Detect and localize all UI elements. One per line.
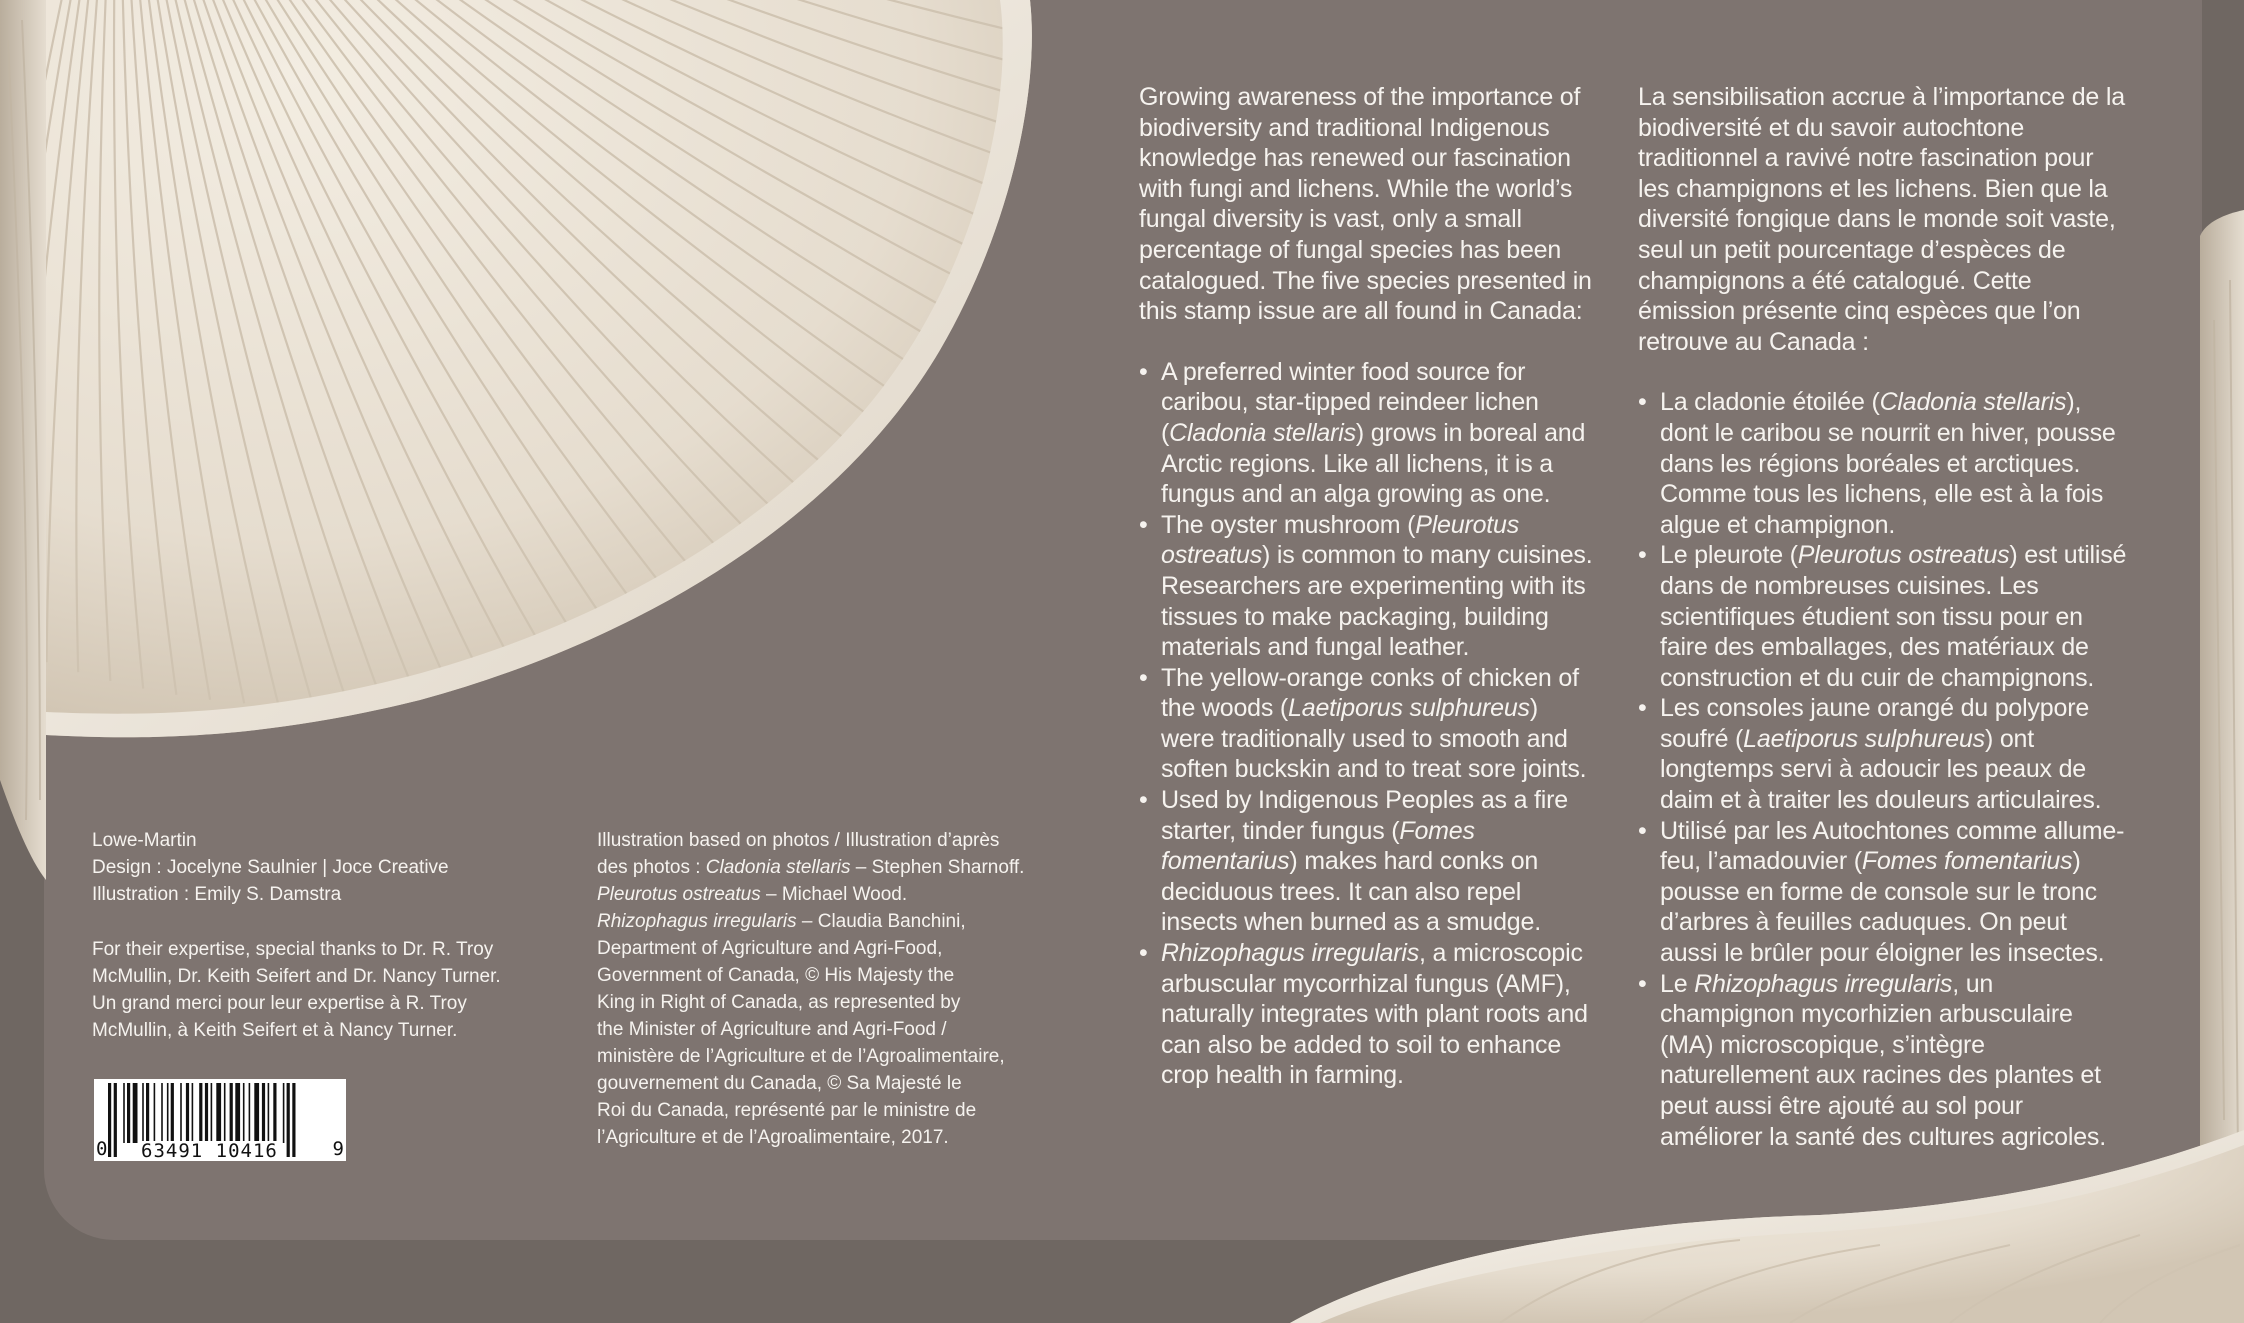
- photo-credit-line: Illustration based on photos / Illustration d’après: [597, 830, 1000, 851]
- photo-credit-line: des photos : Cladonia stellaris – Stephen Sharnoff.: [597, 857, 1025, 878]
- barcode-bar: [216, 1083, 221, 1143]
- barcode-bar: [133, 1083, 138, 1143]
- barcode-bar: [249, 1083, 251, 1143]
- barcode-bar: [235, 1083, 240, 1143]
- barcode-bar: [123, 1083, 125, 1143]
- english-intro: Growing awareness of the importance of biodiversity and traditional Indigenous knowledge has renewed our fascination with fungi and lichens. While the world’s fungal diversity is vast, only a small percentage of fungal species has been catalogued. The five species presented in this stamp issue are all found in Canada:: [1139, 83, 1592, 326]
- photo-credit-line: gouvernement du Canada, © Sa Majesté le: [597, 1073, 962, 1094]
- french-intro: La sensibilisation accrue à l’importance de la biodiversité et du savoir autochtone traditionnel a ravivé notre fascination pour les champignons et les lichens. Bien que la diversité fongique dans le monde soit vaste, seul un petit pourcentage d’espèces de champignons a été catalogué. Cette émission présente cinq espèces que l’on retrouve au Canada :: [1638, 83, 2125, 356]
- illustration-credit: Illustration : Emily S. Damstra: [92, 884, 342, 905]
- barcode-bar: [146, 1083, 149, 1143]
- barcode-bar: [268, 1083, 270, 1143]
- upc-barcode: [94, 1079, 346, 1161]
- photo-credit-line: ministère de l’Agriculture et de l’Agroalimentaire,: [597, 1046, 1005, 1067]
- barcode-bar: [180, 1083, 182, 1143]
- printer-credit: Lowe-Martin: [92, 830, 197, 851]
- photo-credit-line: Department of Agriculture and Agri-Food,: [597, 938, 943, 959]
- barcode-bar: [211, 1083, 213, 1143]
- thanks-line: For their expertise, special thanks to Dr. R. Troy: [92, 939, 494, 960]
- barcode-bar: [224, 1083, 226, 1143]
- photo-credit-line: King in Right of Canada, as represented by: [597, 992, 961, 1013]
- english-text-column: [1139, 82, 1594, 1091]
- barcode-bar: [230, 1083, 233, 1143]
- photo-credit-line: Government of Canada, © His Majesty the: [597, 965, 955, 986]
- barcode-number: 63491 10416: [138, 1141, 281, 1161]
- french-text-column: [1638, 82, 2128, 1152]
- thanks-line: McMullin, à Keith Seifert et à Nancy Turner.: [92, 1020, 458, 1041]
- acknowledgements: [92, 936, 501, 1044]
- thanks-line: McMullin, Dr. Keith Seifert and Dr. Nancy Turner.: [92, 966, 501, 987]
- species-bullet-rhizophagus-fr: • Le Rhizophagus irregularis, un champignon mycorhizien arbusculaire (MA) microscopique, s’intègre naturellement aux racines des plantes et peut aussi être ajouté au sol pour améliorer la santé des cultures agricoles.: [1638, 969, 2128, 1153]
- species-bullet-fomes-fr: • Utilisé par les Autochtones comme allume-feu, l’amadouvier (Fomes fomentarius) pousse en forme de console sur le tronc d’arbres à feuilles caduques. On peut aussi le brûler pour éloigner les insectes.: [1638, 816, 2128, 969]
- species-bullet-cladonia: • A preferred winter food source for caribou, star-tipped reindeer lichen (Cladonia stellaris) grows in boreal and Arctic regions. Like all lichens, it is a fungus and an alga growing as one.: [1139, 357, 1594, 510]
- thanks-line: Un grand merci pour leur expertise à R. Troy: [92, 993, 467, 1014]
- species-bullet-pleurotus: • The oyster mushroom (Pleurotus ostreatus) is common to many cuisines. Researchers are experimenting with its tissues to make packaging, building materials and fungal leather.: [1139, 510, 1594, 663]
- species-bullet-rhizophagus: • Rhizophagus irregularis, a microscopic arbuscular mycorrhizal fungus (AMF), naturally integrates with plant roots and can also be added to soil to enhance crop health in farming.: [1139, 938, 1594, 1091]
- barcode-bar: [154, 1083, 156, 1143]
- barcode-bar: [161, 1083, 163, 1143]
- photo-credit-line: the Minister of Agriculture and Agri-Food /: [597, 1019, 947, 1040]
- design-credit: Design : Jocelyne Saulnier | Joce Creative: [92, 857, 449, 878]
- barcode-bar: [127, 1083, 130, 1143]
- barcode-bar: [108, 1083, 111, 1157]
- production-credits: [92, 827, 501, 1044]
- species-bullet-laetiporus: • The yellow-orange conks of chicken of the woods (Laetiporus sulphureus) were traditionally used to smooth and soften buckskin and to treat sore joints.: [1139, 663, 1594, 785]
- photo-credit-line: l’Agriculture et de l’Agroalimentaire, 2017.: [597, 1127, 949, 1148]
- photo-credit-line: Roi du Canada, représenté par le ministre de: [597, 1100, 977, 1121]
- barcode-bar: [192, 1083, 194, 1143]
- photo-credits: [597, 827, 1024, 1151]
- barcode-bar: [287, 1083, 290, 1157]
- barcode-bar: [283, 1083, 285, 1143]
- barcode-bar: [254, 1083, 259, 1143]
- barcode-bar: [243, 1083, 245, 1143]
- photo-credit-line: Rhizophagus irregularis – Claudia Banchini,: [597, 911, 966, 932]
- barcode-bar: [171, 1083, 174, 1143]
- barcode-bar: [114, 1083, 117, 1157]
- species-bullet-pleurotus-fr: • Le pleurote (Pleurotus ostreatus) est utilisé dans de nombreuses cuisines. Les scientifiques étudient son tissu pour en faire des emballages, des matériaux de construction et du cuir de champignons.: [1638, 540, 2128, 693]
- species-bullet-laetiporus-fr: • Les consoles jaune orangé du polypore soufré (Laetiporus sulphureus) ont longtemps servi à adoucir les peaux de daim et à traiter les douleurs articulaires.: [1638, 693, 2128, 815]
- photo-credit-line: Pleurotus ostreatus – Michael Wood.: [597, 884, 908, 905]
- barcode-bar: [273, 1083, 276, 1143]
- barcode-right-digit: 9: [332, 1138, 344, 1160]
- species-bullet-fomes: • Used by Indigenous Peoples as a fire starter, tinder fungus (Fomes fomentarius) makes hard conks on deciduous trees. It can also repel insects when burned as a smudge.: [1139, 785, 1594, 938]
- barcode-bar: [292, 1083, 295, 1157]
- barcode-bar: [262, 1083, 265, 1143]
- barcode-bar: [167, 1083, 169, 1143]
- french-species-list: [1638, 387, 2128, 1152]
- english-species-list: [1139, 357, 1594, 1091]
- barcode-bar: [186, 1083, 189, 1143]
- species-bullet-cladonia-fr: • La cladonie étoilée (Cladonia stellaris), dont le caribou se nourrit en hiver, pousse dans les régions boréales et arctiques. Comme tous les lichens, elle est à la fois algue et champignon.: [1638, 387, 2128, 540]
- barcode-bar: [142, 1083, 144, 1143]
- barcode-left-digit: 0: [96, 1138, 108, 1160]
